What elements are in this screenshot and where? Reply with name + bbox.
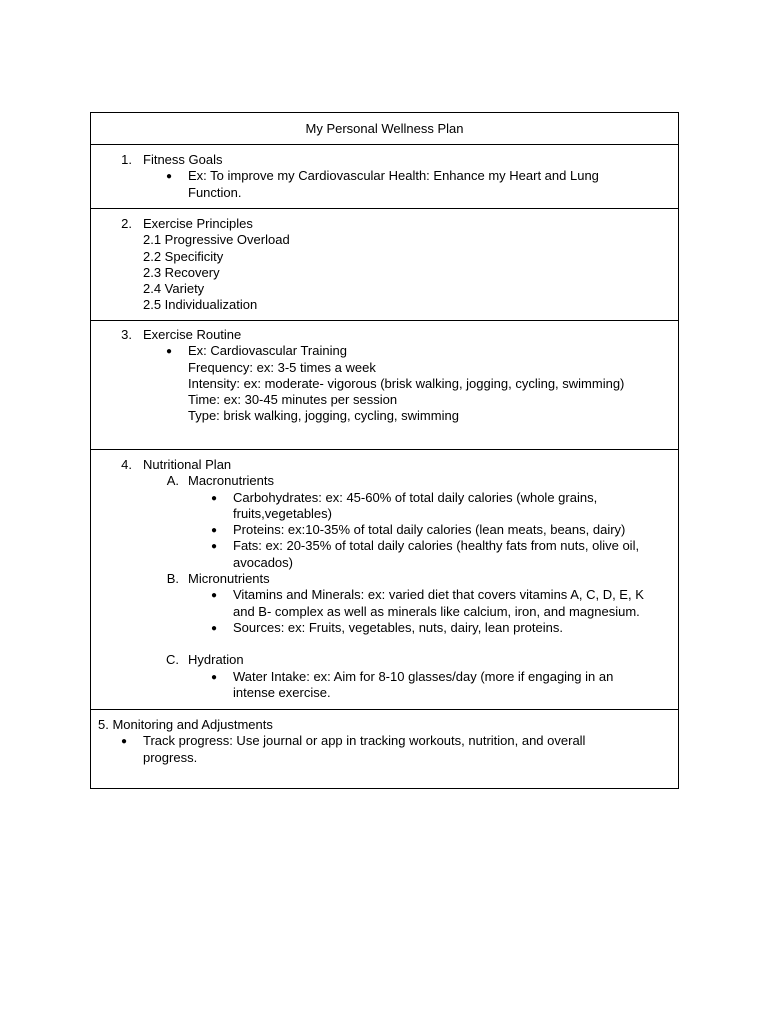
list-item: 2.1 Progressive Overload [143, 232, 290, 248]
section-number: 3. [121, 327, 132, 342]
section-title: Fitness Goals [143, 152, 223, 167]
list-item: 2.2 Specificity [143, 248, 224, 264]
subsection-heading: B. Micronutrients [91, 571, 678, 587]
section-title: Exercise Routine [143, 327, 242, 342]
section-heading [91, 327, 678, 343]
list-item: 2.3 Recovery [143, 264, 220, 280]
list-item: ● Track progress: Use journal or app in tracking workouts, nutrition, and overall [91, 733, 678, 749]
list-item: 2.5 Individualization [143, 297, 258, 313]
section-title: Nutritional Plan [143, 457, 232, 472]
list-item: ● Sources: ex: Fruits, vegetables, nuts, dairy, lean proteins. [91, 620, 678, 636]
bullet-icon: ● [211, 671, 218, 683]
wellness-plan-table [90, 112, 679, 789]
list-item: ● Carbohydrates: ex: 45-60% of total daily calories (whole grains, [91, 490, 678, 506]
list-item: 2.4 Variety [143, 281, 205, 297]
section-exercise-principles [91, 208, 678, 320]
list-item: ● Proteins: ex:10-35% of total daily calories (lean meats, beans, dairy) [91, 522, 678, 538]
bullet-icon: ● [211, 492, 218, 504]
bullet-icon: ● [166, 346, 173, 358]
section-title: Exercise Principles [143, 216, 253, 231]
bullet-icon: ● [211, 525, 218, 537]
page-title: My Personal Wellness Plan [305, 121, 464, 136]
section-heading [91, 216, 678, 232]
bullet-icon: ● [211, 622, 218, 634]
section-nutritional-plan: 4. Nutritional Plan A. Macronutrients ● Carbohydrates: ex: 45-60% of total daily calories (whole grains, fruits,vegetables) ● Proteins: ex:10-35% of total daily calories (lean meats, beans, dairy) ● Fats: ex: 20-35% of total daily calories (healthy fats from nuts, olive oil, avocados) B. Micronutrients ● Vitamins and Minerals: ex: varied diet that covers vitamins A, C, D, E, K and B- complex as well as minerals like calcium, iron, and magnesium. ● Sources: ex: Fruits, vegetables, nuts, dairy, lean proteins. C. Hydration ● Water Intake: ex: Aim for 8-10 glasses/day (more if engaging in an intense exercise. [91, 449, 678, 709]
section-heading [91, 152, 678, 168]
bullet-icon: ● [211, 590, 218, 602]
section-number: 1. [121, 152, 132, 167]
bullet-icon: ● [166, 171, 173, 183]
bullet-icon: ● [121, 736, 128, 748]
list-item: ● Ex: Cardiovascular Training [91, 343, 678, 359]
section-number: 2. [121, 216, 132, 231]
section-number: 4. [121, 457, 132, 472]
section-exercise-routine: 3. Exercise Routine ● Ex: Cardiovascular Training Frequency: ex: 3-5 times a week Intensity: ex: moderate- vigorous (brisk walking, jogging, cycling, swimming) Time: ex: 30-45 minutes per session Type: brisk walking, jogging, cycling, swimming [91, 320, 678, 449]
subsection-heading: C. Hydration [91, 652, 678, 668]
subsection-letter: A. [166, 473, 179, 489]
section-fitness-goals: 1. Fitness Goals ● Ex: To improve my Cardiovascular Health: Enhance my Heart and Lung Function. [91, 144, 678, 208]
section-heading [91, 717, 678, 733]
section-monitoring-adjustments: 5. Monitoring and Adjustments ● Track progress: Use journal or app in tracking workouts, nutrition, and overall progress. [91, 709, 678, 788]
subsection-letter: C. [166, 652, 179, 668]
subsection-heading: A. Macronutrients [91, 473, 678, 489]
section-heading [91, 457, 678, 473]
subsection-letter: B. [166, 571, 179, 587]
list-item: ● Fats: ex: 20-35% of total daily calories (healthy fats from nuts, olive oil, [91, 538, 678, 554]
list-item: ● Vitamins and Minerals: ex: varied diet that covers vitamins A, C, D, E, K [91, 587, 678, 603]
section-title: 5. Monitoring and Adjustments [98, 717, 273, 732]
table-title-row [91, 113, 678, 144]
bullet-icon: ● [211, 541, 218, 553]
list-item: ● Water Intake: ex: Aim for 8-10 glasses/day (more if engaging in an [91, 669, 678, 685]
list-item: ● Ex: To improve my Cardiovascular Health: Enhance my Heart and Lung [91, 168, 678, 184]
